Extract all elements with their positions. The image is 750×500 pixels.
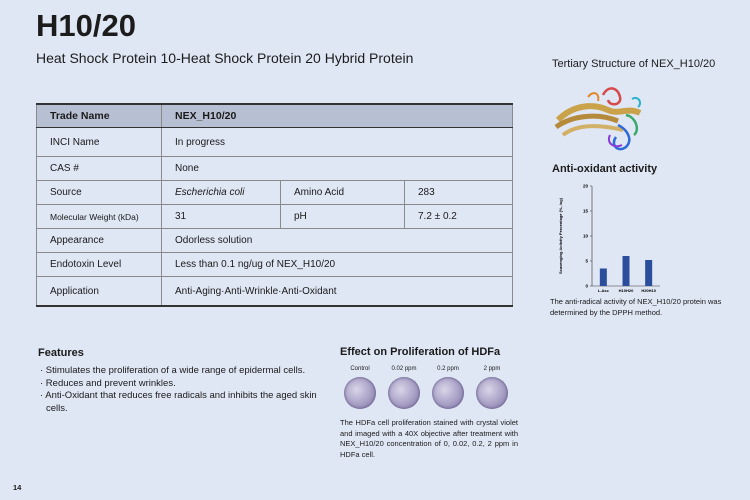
- application-value: Anti-Aging·Anti-Wrinkle·Anti-Oxidant: [162, 277, 513, 307]
- dish-label: 0.02 ppm: [391, 366, 417, 372]
- table-row: [37, 157, 513, 181]
- table-row: [37, 205, 513, 229]
- protein-structure-image: [548, 75, 648, 155]
- features-title: Features: [38, 347, 84, 359]
- source-label: Source: [37, 181, 162, 205]
- dish-0-02: [384, 366, 424, 409]
- application-label: Application: [37, 277, 162, 307]
- list-item: · Reduces and prevent wrinkles.: [40, 377, 176, 389]
- petri-dish-image: [344, 377, 376, 409]
- spec-table: [36, 103, 513, 307]
- dish-label: 2 ppm: [483, 366, 501, 372]
- inci-label: INCI Name: [37, 128, 162, 157]
- effect-caption: The HDFa cell proliferation stained with crystal violet and imaged with a 40X objective after treatment with NEX_H10/20 concentration of 0, 0.02, 0.2, 2 ppm in HDFa cell.: [340, 418, 518, 459]
- mw-label: Molecular Weight (kDa): [37, 205, 162, 229]
- appearance-label: Appearance: [37, 229, 162, 253]
- petri-dish-image: [388, 377, 420, 409]
- table-row: [37, 253, 513, 277]
- dish-2: [472, 366, 512, 409]
- trade-name-value: NEX_H10/20: [162, 104, 513, 128]
- bar-h20h10: [645, 260, 652, 286]
- page-title: H10/20: [36, 8, 136, 43]
- dish-control: [340, 366, 380, 409]
- antioxidant-title: Anti-oxidant activity: [552, 163, 658, 175]
- effect-title: Effect on Proliferation of HDFa: [340, 346, 501, 358]
- x-tick-label: L-Asc: [597, 288, 609, 293]
- appearance-value: Odorless solution: [162, 229, 513, 253]
- ph-value: 7.2 ± 0.2: [405, 205, 513, 229]
- source-value: Escherichia coli: [175, 187, 245, 198]
- amino-label: Amino Acid: [281, 181, 405, 205]
- antioxidant-chart: [550, 178, 720, 296]
- dish-0-2: [428, 366, 468, 409]
- amino-value: 283: [405, 181, 513, 205]
- inci-value: In progress: [162, 128, 513, 157]
- dish-label: 0.2 ppm: [437, 366, 459, 372]
- list-item: · Anti-Oxidant that reduces free radicals and inhibits the aged skin cells.: [40, 390, 317, 414]
- x-tick-label: H20H10: [641, 288, 657, 293]
- x-tick-label: H10H20: [618, 288, 634, 293]
- endotoxin-value: Less than 0.1 ng/ug of NEX_H10/20: [162, 253, 513, 277]
- y-tick-label: 15: [582, 208, 588, 214]
- y-tick-label: 0: [585, 283, 588, 289]
- bar-h10h20: [623, 256, 630, 286]
- endotoxin-label: Endotoxin Level: [37, 253, 162, 277]
- petri-dish-image: [432, 377, 464, 409]
- trade-name-label: Trade Name: [37, 104, 162, 128]
- antioxidant-caption: The anti-radical activity of NEX_H10/20 protein was determined by the DPPH method.: [550, 297, 722, 317]
- y-tick-label: 10: [582, 233, 588, 239]
- y-tick-label: 20: [582, 183, 588, 189]
- table-row: [37, 128, 513, 157]
- table-row: [37, 229, 513, 253]
- table-row: [37, 104, 513, 128]
- page-subtitle: Heat Shock Protein 10-Heat Shock Protein 20 Hybrid Protein: [36, 50, 414, 66]
- tertiary-structure-title: Tertiary Structure of NEX_H10/20: [552, 58, 716, 70]
- y-tick-label: 5: [585, 258, 588, 264]
- features-list: [40, 365, 335, 415]
- petri-dish-image: [476, 377, 508, 409]
- list-item: · Stimulates the proliferation of a wide range of epidermal cells.: [40, 365, 306, 376]
- bar-l-asc: [600, 269, 607, 287]
- y-axis-label: Scavenging Activity Percentage (%, /ug): [558, 197, 563, 275]
- mw-value: 31: [162, 205, 281, 229]
- cas-label: CAS #: [37, 157, 162, 181]
- dish-label: Control: [350, 366, 370, 372]
- table-row: [37, 277, 513, 307]
- page-number: 14: [13, 483, 22, 492]
- table-row: [37, 181, 513, 205]
- cas-value: None: [162, 157, 513, 181]
- dish-images: [340, 366, 520, 416]
- ph-label: pH: [281, 205, 405, 229]
